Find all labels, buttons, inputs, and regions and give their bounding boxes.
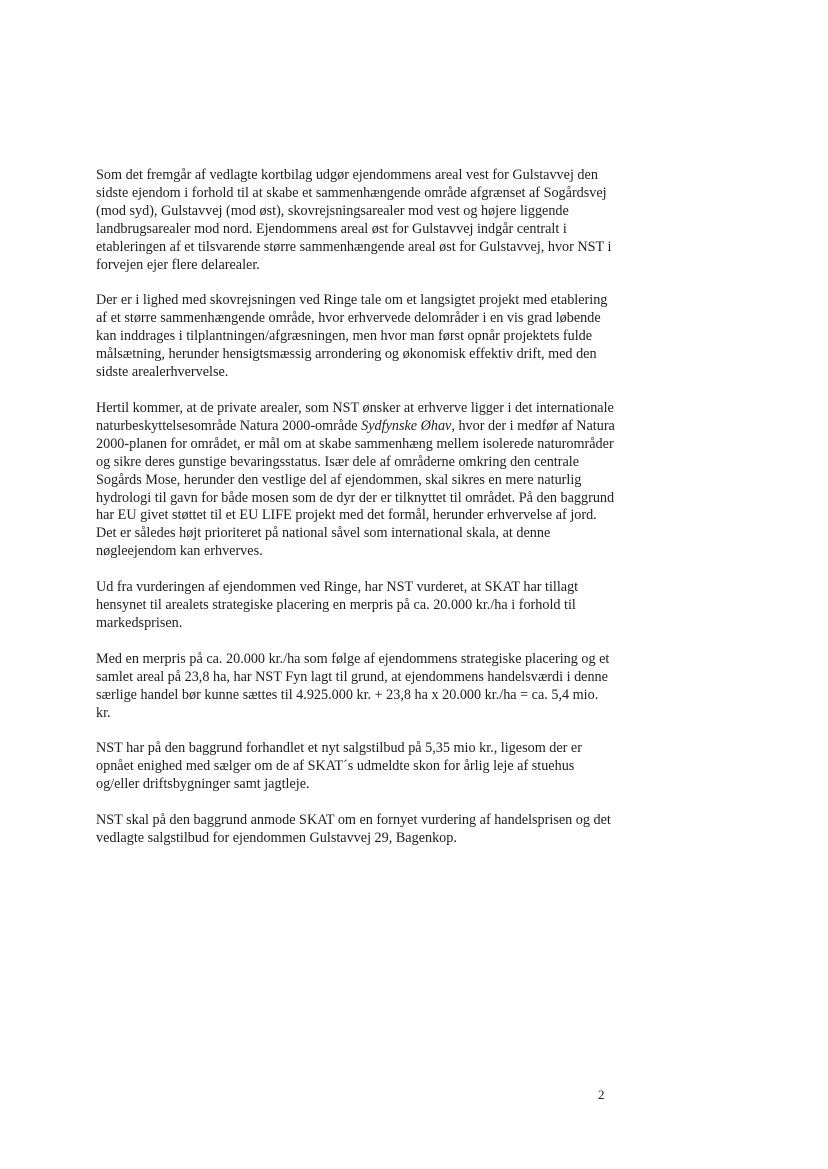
paragraph-5: Med en merpris på ca. 20.000 kr./ha som følge af ejendommens strategiske placering og et samlet areal på 23,8 ha, har NST Fyn lagt til grund, at ejendommens handelsværdi i denne særlige handel bør kunne sættes til 4.925.000 kr. + 23,8 ha x 20.000 kr./ha = ca. 5,4 mio. kr. [96, 650, 610, 721]
paragraph-1: Som det fremgår af vedlagte kortbilag udgør ejendommens areal vest for Gulstavvej den sidste ejendom i forhold til at skabe et sammenhængende område afgrænset af Sogårdsvej (mod syd), Gulstavvej (mod øst), skovrejsningsarealer mod vest og højere liggende landbrugsarealer mod nord. Ejendommens areal øst for Gulstavvej indgår centralt i etableringen af et tilsvarende større sammenhængende areal øst for Gulstavvej, hvor NST i forvejen ejer flere delarealer. [96, 167, 612, 273]
paragraph-3-italic-place-name: Sydfynske Øhav [361, 417, 452, 434]
paragraph-4: Ud fra vurderingen af ejendommen ved Ringe, har NST vurderet, at SKAT har tillagt hensynet til arealets strategiske placering en merpris på ca. 20.000 kr./ha i forhold til markedsprisen. [96, 579, 579, 631]
paragraph-3 [96, 400, 616, 561]
paragraph-2: Der er i lighed med skovrejsningen ved Ringe tale om et langsigtet projekt med etablering af et større sammenhængende område, hvor erhvervede delområder i en vis grad løbende kan inddrages i tilplantningen/afgræsningen, men hvor man først opnår projektets fulde målsætning, herunder hensigtsmæssig arrondering og økonomisk effektiv drift, med den sidste arealerhvervelse. [96, 292, 608, 381]
paragraph-6: NST har på den baggrund forhandlet et nyt salgstilbud på 5,35 mio kr., ligesom der er opnået enighed med sælger om de af SKAT´s udmeldte skon for årlig leje af stuehus og/eller driftsbygninger samt jagtleje. [96, 740, 582, 793]
paragraph-3-text-end: , hvor der i medfør af Natura 2000-planen for området, er mål om at skabe sammenhæng mellem isolerede naturområder og sikre deres gunstige bevaringsstatus. Især dele af områderne omkring den centrale Sogårds Mose, herunder den vestlige del af ejendommen, skal sikres en mere naturlig hydrologi til gavn for både mosen som de dyr der er tilknyttet til området. På den baggrund har EU givet støttet til et EU LIFE projekt med det formål, herunder erhvervelse af jord. Det er således højt prioriteret på national såvel som international skala, at denne nøgleejendom kan erhverves. [96, 417, 615, 560]
paragraph-3-text-start: Hertil kommer, at de private arealer, som NST ønsker at erhverve ligger i det internationale naturbeskyttelsesområde Natura 2000-område [96, 399, 614, 434]
page-number: 2 [598, 1087, 605, 1102]
paragraph-7: NST skal på den baggrund anmode SKAT om en fornyet vurdering af handelsprisen og det vedlagte salgstilbud for ejendommen Gulstavvej 29, Bagenkop. [96, 812, 611, 847]
body-text [96, 167, 616, 866]
